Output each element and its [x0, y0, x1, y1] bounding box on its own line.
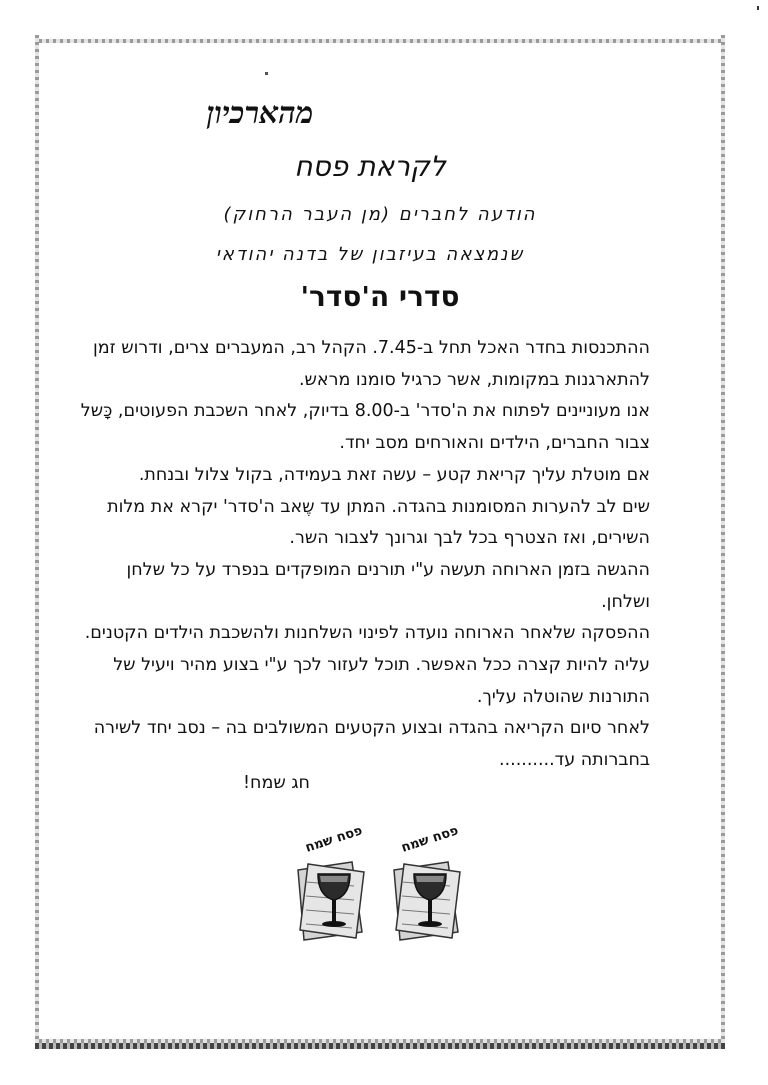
scan-dot [265, 72, 268, 75]
decorative-border-bottom [35, 1043, 725, 1049]
emblem-caption: פסח שמח [303, 823, 365, 856]
notice-line-2: שנמצאה בעיזבון של בדנה יהודאי [215, 244, 525, 265]
section-title: סדרי ה'סדר' [300, 280, 460, 313]
body-text [80, 333, 650, 777]
greeting-text: חג שמח! [243, 773, 310, 793]
body-line: ההפסקה שלאחר הארוחה נועדה לפינוי השלחנות ולהשכבת הילדים הקטנים. [84, 623, 650, 644]
wine-glass-matzah-icon [388, 852, 472, 942]
emblem-right [388, 823, 472, 942]
body-line: להתארגנות במקומות, אשר כרגיל סומנו מראש. [298, 369, 650, 390]
decorative-border-right [721, 35, 725, 1047]
body-line: צבור החברים, הילדים והאורחים מסב יחד. [339, 433, 650, 454]
body-line: ושלחן. [601, 591, 650, 612]
page-title: מהארכיון [206, 96, 314, 131]
scan-speck [757, 6, 759, 10]
body-line: ההגשה בזמן הארוחה תעשה ע"י תורנים המופקדים בנפרד על כל שלחן [126, 559, 650, 580]
body-line: אנו מעוניינים לפתוח את ה'סדר' ב-8.00 בדיוק, לאחר השכבת הפעוטים, כָּשל [80, 401, 650, 422]
body-line: בחברותה עד.......... [499, 750, 650, 771]
emblem-left [292, 823, 376, 942]
body-line: לאחר סיום הקריאה בהגדה ובצוע הקטעים המשולבים בה – נסב יחד לשירה [93, 718, 650, 739]
body-line: השירים, ואז הצטרף בכל לבך וגרונך לצבור השר. [289, 528, 650, 549]
wine-glass-matzah-icon [292, 852, 376, 942]
notice-line-1: הודעה לחברים (מן העבר הרחוק) [223, 204, 537, 225]
body-line: שים לב להערות המסומנות בהגדה. המתן עד שֶאב ה'סדר' יקרא את מלות [107, 496, 650, 517]
emblem-caption: פסח שמח [399, 823, 461, 856]
body-line: ההתכנסות בחדר האכל תחל ב-7.45. הקהל רב, המעברים צרים, ודרוש זמן [92, 338, 650, 358]
page-subtitle: לקראת פסח [294, 150, 446, 183]
decorative-border-left [35, 35, 39, 1047]
body-line: התורנות שהוטלה עליך. [476, 686, 650, 707]
body-line: עליה להיות קצרה ככל האפשר. תוכל לעזור לכך ע"י בצוע מהיר ויעיל של [113, 655, 650, 676]
body-line: אם מוטלת עליך קריאת קטע – עשה זאת בעמידה, בקול צלול ובנחת. [138, 464, 650, 485]
